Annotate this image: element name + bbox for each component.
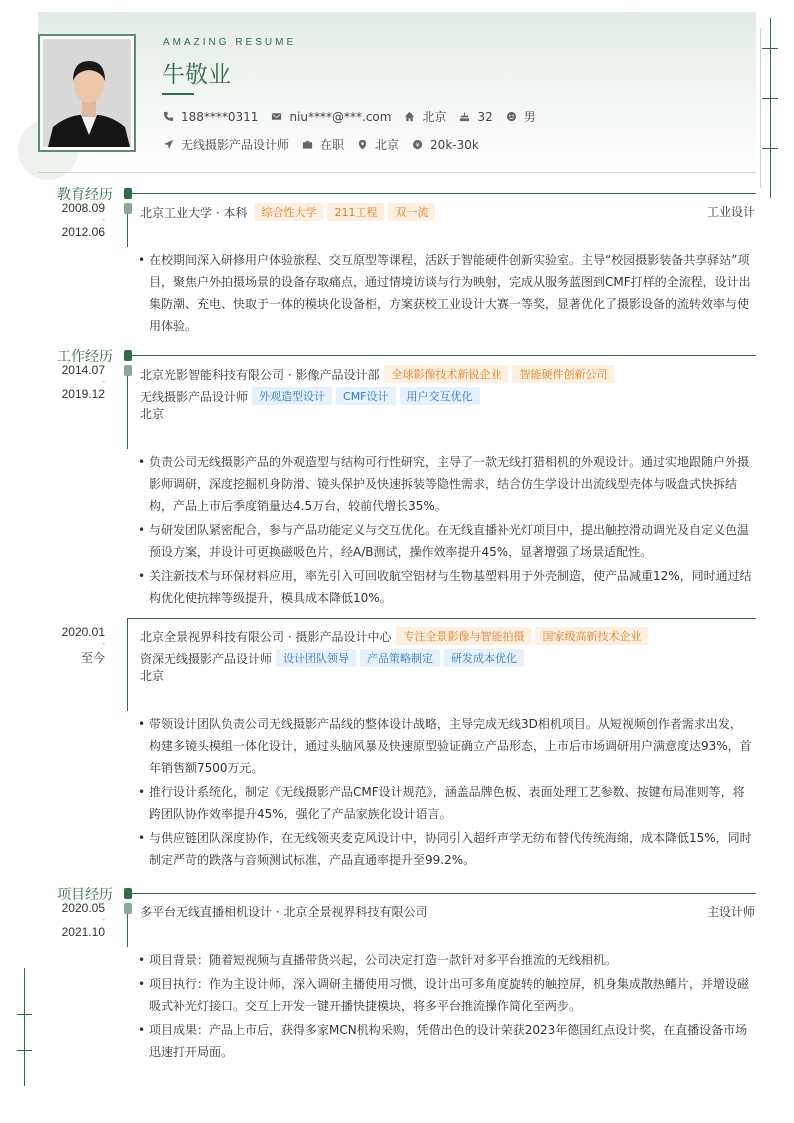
job-start-date: 2014.07 (61, 363, 105, 377)
status-text: 在职 (320, 138, 345, 152)
city-text: 北京 (375, 138, 400, 152)
timeline-line (127, 618, 128, 711)
email-info (271, 110, 391, 124)
job-intent-row (163, 136, 492, 153)
date-separator: - (102, 377, 105, 386)
phone-info (163, 110, 258, 124)
candidate-name: 牛敬业 (162, 62, 231, 88)
bullet-item: • 与研发团队紧密配合，参与产品功能定义与交互优化。在无线直播补光灯项目中，提出触控滑动调光及自定义色温预设方案，并设计可更换磁吸色片，经A/B测试，操作效率提升45%，显著增强了场景适配性。 (138, 519, 752, 563)
bullet-item: • 项目成果：产品上市后，获得多家MCN机构采购，凭借出色的设计荣获2023年德国红点设计奖，在直播设备市场迅速打开局面。 (138, 1019, 756, 1063)
education-start-date: 2008.09 (61, 201, 105, 215)
right-decorative-line (770, 18, 771, 198)
bullet-item: • 与供应链团队深度协作，在无线领夹麦克风设计中，协同引入超纤声学无纺布替代传统海绵，成本降低15%，同时制定严苛的跌落与音频测试标准，产品直通率提升至99.2%。 (138, 827, 752, 871)
bullet-item: • 带领设计团队负责公司无线摄影产品线的整体设计战略，主导完成无线3D相机项目。从短视频创作者需求出发，构建多镜头模组一体化设计，通过头脑风暴及快速原型验证确立产品形态，上市后市场调研用户满意度达93%，首年销售额7500万元。 (138, 713, 752, 779)
right-decorative-tick (762, 48, 778, 49)
salary-info (412, 138, 479, 152)
date-separator: - (102, 639, 105, 648)
company-tag: 全球影像技术新锐企业 (384, 365, 508, 383)
role-tag: 产品策略制定 (360, 649, 440, 667)
phone-text: 188****0311 (181, 109, 259, 124)
education-section-title: 教育经历 (57, 187, 113, 203)
left-decorative-tick (17, 1014, 32, 1015)
job-location: 北京 (140, 669, 165, 683)
timeline-line (127, 376, 128, 449)
position-info (163, 136, 289, 153)
bullet-item: • 项目执行：作为主设计师，深入调研主播使用习惯，设计出可多角度旋转的触控屏，机身集成散热鳍片，并增设磁吸式补光灯接口。交互上开发一键开播快捷模块，将多平台推流操作简化至两步。 (138, 973, 756, 1017)
email-text: niu****@***.com (289, 109, 392, 124)
job-company-line (140, 627, 648, 645)
school-tag: 综合性大学 (254, 203, 323, 221)
role-tag: 外观造型设计 (252, 387, 332, 405)
briefcase-icon (302, 139, 313, 150)
company-tag: 智能硬件创新公司 (512, 365, 614, 383)
job-bullets (138, 713, 752, 873)
role-tag: 研发成本优化 (444, 649, 524, 667)
school-tag: 211工程 (327, 203, 384, 221)
project-end-date: 2021.10 (61, 925, 105, 939)
profile-photo (43, 39, 131, 147)
job-role: 无线摄影产品设计师 (140, 389, 249, 404)
send-icon (163, 139, 174, 150)
resume-tagline: AMAZING RESUME (163, 37, 297, 48)
city-info (357, 136, 399, 153)
location-pin-icon (357, 139, 368, 150)
project-bullets (138, 949, 756, 1065)
cake-icon (459, 111, 470, 122)
entry-marker (124, 903, 132, 914)
status-info (302, 136, 344, 153)
age-info (459, 110, 492, 124)
job-company-line (140, 365, 614, 383)
education-major: 工业设计 (706, 205, 755, 219)
project-role: 主设计师 (706, 905, 755, 919)
date-separator: - (102, 215, 105, 224)
section-marker (124, 350, 132, 361)
hometown-info (404, 108, 446, 125)
phone-icon (163, 111, 174, 122)
job-location: 北京 (140, 407, 165, 421)
company-tag: 国家级高新技术企业 (535, 627, 648, 645)
bullet-item: • 关注新技术与环保材料应用，率先引入可回收航空铝材与生物基塑料用于外壳制造，使产品减重12%，同时通过结构优化使抗摔等级提升，模具成本降低10%。 (138, 565, 752, 609)
position-text: 无线摄影产品设计师 (181, 138, 290, 152)
school-tag: 双一流 (388, 203, 435, 221)
role-tag: CMF设计 (336, 387, 396, 405)
project-section-rule (128, 893, 756, 894)
section-marker (124, 888, 132, 899)
job-separator-rule (128, 618, 756, 619)
education-school-line (140, 203, 435, 221)
work-section-title: 工作经历 (57, 349, 113, 365)
header-right-divider (760, 28, 761, 188)
date-separator: - (102, 915, 105, 924)
job-bullets (138, 451, 752, 611)
job-end-date: 至今 (80, 651, 105, 665)
company-tag: 专注全景影像与智能拍摄 (396, 627, 531, 645)
entry-marker (124, 365, 132, 376)
bullet-item: • 推行设计系统化，制定《无线摄影产品CMF设计规范》，涵盖品牌色板、表面处理工艺参数、按键布局准则等，将跨团队协作效率提升45%，强化了产品家族化设计语言。 (138, 781, 752, 825)
svg-text:¥: ¥ (415, 140, 420, 149)
bullet-item: • 在校期间深入研修用户体验旅程、交互原型等课程，活跃于智能硬件创新实验室。主导“校园摄影装备共享驿站”项目，聚焦户外拍摄场景的设备存取痛点，通过情境访谈与行为映射，完成从服务蓝图到CMF打样的全流程，设计出集防潮、充电、快取于一体的模块化设备柜，方案获校工业设计大赛一等奖，显著优化了摄影设备的流转效率与使用体验。 (138, 249, 754, 337)
education-bullets (138, 249, 754, 339)
job-role-line (140, 649, 524, 667)
salary-text: 20k-30k (430, 137, 479, 152)
section-marker (124, 188, 132, 199)
timeline-line (127, 214, 128, 247)
role-tag: 设计团队领导 (276, 649, 356, 667)
left-decorative-tick (17, 1050, 32, 1051)
bullet-item: • 负责公司无线摄影产品的外观造型与结构可行性研究，主导了一款无线打猎相机的外观设计。通过实地跟随户外摄影师调研，深度挖掘机身防滑、镜头保护及快速拆装等隐性需求，结合仿生学设计出流线型壳体与吸盘式快拆结构，产品上市后季度销量达4.5万台，较前代增长35%。 (138, 451, 752, 517)
project-start-date: 2020.05 (61, 901, 105, 915)
header-bottom-rule (38, 172, 756, 173)
bullet-item: • 项目背景：随着短视频与直播带货兴起，公司决定打造一款针对多平台推流的无线相机。 (138, 949, 756, 971)
gender-icon (506, 111, 517, 122)
education-section-rule (128, 193, 756, 194)
project-name: 多平台无线直播相机设计 · 北京全景视界科技有限公司 (140, 905, 428, 919)
hometown-text: 北京 (422, 110, 447, 124)
age-text: 32 (477, 109, 493, 124)
job-role: 资深无线摄影产品设计师 (140, 651, 273, 666)
gender-info (506, 108, 536, 125)
job-start-date: 2020.01 (61, 625, 105, 639)
project-section-title: 项目经历 (57, 887, 113, 903)
profile-photo-frame (38, 34, 136, 152)
job-end-date: 2019.12 (61, 387, 105, 401)
school-name: 北京工业大学 · 本科 (140, 205, 248, 220)
contact-row (163, 108, 549, 125)
job-role-line (140, 387, 480, 405)
education-end-date: 2012.06 (61, 225, 105, 239)
right-decorative-tick (762, 98, 778, 99)
entry-marker (124, 203, 132, 214)
home-icon (404, 111, 415, 122)
timeline-line (127, 914, 128, 947)
name-underline (162, 93, 194, 95)
right-decorative-tick (762, 148, 778, 149)
company-name: 北京全景视界科技有限公司 · 摄影产品设计中心 (140, 629, 392, 644)
role-tag: 用户交互优化 (400, 387, 480, 405)
company-name: 北京光影智能科技有限公司 · 影像产品设计部 (140, 367, 380, 382)
work-section-rule (128, 355, 756, 356)
left-decorative-line (24, 968, 25, 1086)
gender-text: 男 (523, 110, 536, 124)
money-icon (412, 139, 423, 150)
mail-icon (271, 111, 282, 122)
